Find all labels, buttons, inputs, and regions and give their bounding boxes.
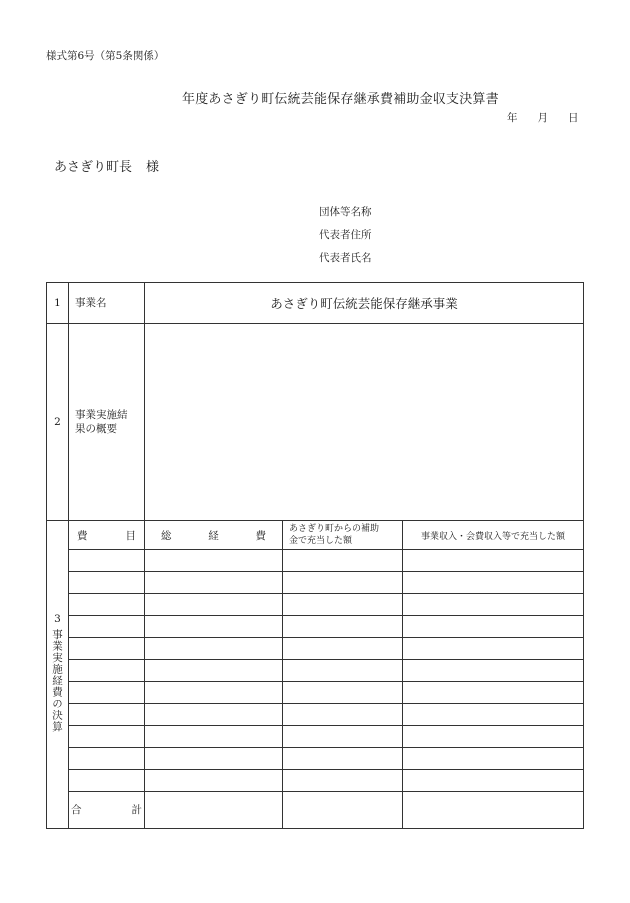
expense-header-row — [47, 521, 584, 550]
expense-item-cell[interactable] — [69, 572, 145, 594]
own-income-cell[interactable] — [403, 638, 584, 660]
org-name-label: 団体等名称 — [319, 206, 372, 218]
section-3-number: 3 — [54, 613, 61, 626]
table-row — [47, 572, 584, 594]
own-income-cell[interactable] — [403, 594, 584, 616]
subsidy-cell[interactable] — [283, 726, 403, 748]
expense-item-cell[interactable] — [69, 748, 145, 770]
subsidy-cell[interactable] — [283, 704, 403, 726]
subsidy-cell[interactable] — [283, 682, 403, 704]
total-cost-cell[interactable] — [145, 616, 283, 638]
expense-item-cell[interactable] — [69, 704, 145, 726]
header-total-cost: 総 経 費 — [145, 521, 283, 550]
section-2-label — [69, 324, 145, 521]
own-income-cell[interactable] — [403, 616, 584, 638]
own-income-cell[interactable] — [403, 550, 584, 572]
table-row — [47, 726, 584, 748]
table-row — [47, 682, 584, 704]
date-year-label: 年 — [507, 112, 518, 124]
table-row — [47, 704, 584, 726]
expense-item-cell[interactable] — [69, 550, 145, 572]
total-cost-cell[interactable] — [145, 572, 283, 594]
subsidy-cell[interactable] — [283, 660, 403, 682]
subsidy-cell[interactable] — [283, 594, 403, 616]
rep-name-label: 代表者氏名 — [319, 252, 372, 264]
subsidy-cell[interactable] — [283, 550, 403, 572]
rep-address-label: 代表者住所 — [319, 229, 372, 241]
section-3-label: 事業実施経費の決算 — [51, 629, 63, 733]
own-income-cell[interactable] — [403, 682, 584, 704]
total-row-label: 合 計 — [69, 792, 145, 829]
total-cost-cell[interactable] — [145, 660, 283, 682]
project-name: あさぎり町伝統芸能保存継承事業 — [145, 283, 584, 324]
total-cost-cell[interactable] — [145, 770, 283, 792]
section-3-label-cell — [47, 521, 69, 829]
total-cost-cell[interactable] — [145, 594, 283, 616]
header-subsidy-amount: あさぎり町からの補助 金で充当した額 — [283, 521, 403, 550]
subsidy-cell[interactable] — [283, 770, 403, 792]
total-cost-sum-cell[interactable] — [145, 792, 283, 829]
expense-item-cell[interactable] — [69, 770, 145, 792]
section-1-label: 事業名 — [69, 283, 145, 324]
own-income-cell[interactable] — [403, 770, 584, 792]
total-cost-cell[interactable] — [145, 748, 283, 770]
document-title: 年度あさぎり町伝統芸能保存継承費補助金収支決算書 — [182, 92, 499, 107]
expense-item-cell[interactable] — [69, 660, 145, 682]
table-row — [47, 594, 584, 616]
table-row — [47, 748, 584, 770]
settlement-table — [46, 282, 584, 829]
total-row — [47, 792, 584, 829]
form-number: 様式第6号（第5条関係） — [46, 50, 165, 62]
section-2-label-line2: 果の概要 — [75, 423, 117, 435]
own-income-cell[interactable] — [403, 704, 584, 726]
section-2-row — [47, 324, 584, 521]
summary-field[interactable] — [145, 324, 584, 521]
subsidy-cell[interactable] — [283, 616, 403, 638]
own-income-cell[interactable] — [403, 572, 584, 594]
header-own-income-amount: 事業収入・会費収入等で充当した額 — [403, 521, 584, 550]
addressee — [54, 156, 159, 175]
own-income-cell[interactable] — [403, 660, 584, 682]
header-expense-item: 費 目 — [69, 521, 145, 550]
expense-item-cell[interactable] — [69, 638, 145, 660]
total-cost-cell[interactable] — [145, 550, 283, 572]
table-row — [47, 638, 584, 660]
addressee-honorific: 様 — [146, 160, 160, 175]
subsidy-cell[interactable] — [283, 638, 403, 660]
total-cost-cell[interactable] — [145, 704, 283, 726]
table-row — [47, 770, 584, 792]
table-row — [47, 660, 584, 682]
own-income-sum-cell[interactable] — [403, 792, 584, 829]
total-cost-cell[interactable] — [145, 682, 283, 704]
expense-item-cell[interactable] — [69, 616, 145, 638]
section-1-row — [47, 283, 584, 324]
subsidy-sum-cell[interactable] — [283, 792, 403, 829]
section-2-label-line1: 事業実施結 — [75, 409, 128, 421]
subsidy-cell[interactable] — [283, 748, 403, 770]
date-day-label: 日 — [568, 112, 579, 124]
section-2-number: 2 — [47, 324, 69, 521]
own-income-cell[interactable] — [403, 748, 584, 770]
section-1-number: 1 — [47, 283, 69, 324]
addressee-name: あさぎり町長 — [54, 160, 133, 175]
own-income-cell[interactable] — [403, 726, 584, 748]
table-row — [47, 616, 584, 638]
table-row — [47, 550, 584, 572]
expense-item-cell[interactable] — [69, 594, 145, 616]
total-cost-cell[interactable] — [145, 726, 283, 748]
date-line — [507, 110, 579, 125]
expense-item-cell[interactable] — [69, 682, 145, 704]
date-month-label: 月 — [537, 112, 548, 124]
subsidy-cell[interactable] — [283, 572, 403, 594]
total-cost-cell[interactable] — [145, 638, 283, 660]
expense-item-cell[interactable] — [69, 726, 145, 748]
